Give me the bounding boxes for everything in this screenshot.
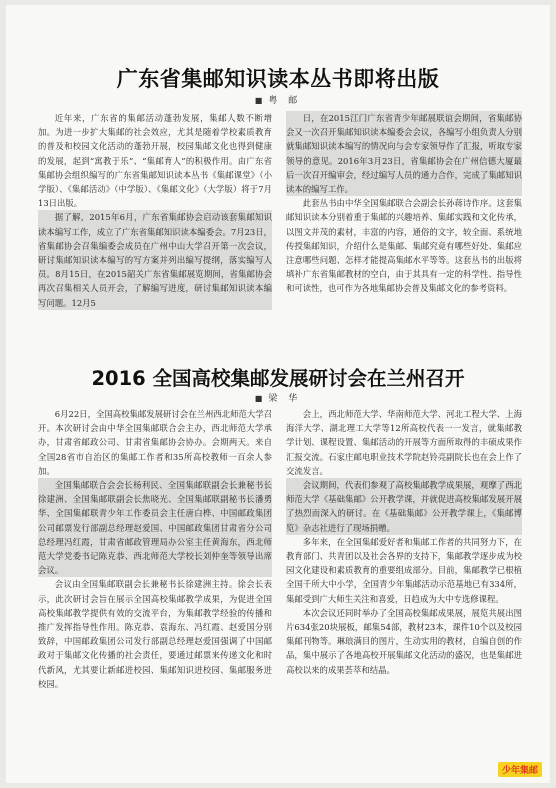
article-author-1 [6,93,550,106]
paragraph-shaded: 据了解，2015年6月，广东省集邮协会启动该套集邮知识读本编写工作，成立了广东省集邮知识读本编委会。7月23日，省集邮协会召集编委会成员在广州中山大学召开第一次会议，研讨集邮知识读本编写的写方案并列出编写提纲，落实编写人员。8月15日，在2015韶关广东省集邮展览期间，省集邮协会再次召集相关人员开会，了解编写进度，研讨集邮知识读本编写问题。12月5 [38,210,272,309]
author-name-1: 粤 邮 [268,96,302,106]
square-bullet-icon: ■ [254,96,263,105]
article-author-2 [6,391,550,404]
article-title-1: 广东省集邮知识读本丛书即将出版 [116,67,440,91]
article1-right-column [286,111,522,341]
paragraph: 会上，西北师范大学、华南师范大学、河北工程大学、上海海洋大学、湖北理工大学等12所高校代表一一发言，就集邮教学计划、课程设置、集邮活动的开展等方面所取得的丰硕成果作汇报交流。石家庄邮电职业技术学院赵铃亮副院长也在会上作了交流发言。 [286,409,522,476]
article2-left-column [38,407,272,767]
article1-left-column [38,111,272,341]
author-name-2: 梁 华 [268,394,302,404]
paragraph-shaded: 全国集邮联合会会长杨利民、全国集邮联副会长兼秘书长徐建洲、全国集邮联副会长焦晓光、全国集邮联副秘书长潘勇华、全国集邮联青少年工作委员会主任唐白桦、中国邮政集团公司邮票发行部副总经理赵爱国、中国邮政集团甘肃省分公司总经理冯红霞，甘肃省邮政管理局办公室主任黄海东，西北师范大学党委书记陈克恭、西北师范大学校长刘仲奎等领导出席会议。 [38,478,272,577]
magazine-section-label: 少年集邮 [498,762,542,777]
square-bullet-icon: ■ [254,394,263,403]
paragraph: 近年来，广东省的集邮活动蓬勃发展，集邮人数不断增加。为进一步扩大集邮的社会效应，尤其是随着学校素质教育的普及和校园文化活动的蓬勃开展，校园集邮文化也得到健康的发展，起到“寓教于乐”、“集邮育人”的积极作用。由广东省集邮协会组织编写的广东省集邮知识读本丛书《集邮课堂》（小学版）、《集邮活动》（中学版）、《集邮文化》（大学版）将于7月13日出版。 [38,113,272,209]
article2-right-column [286,407,522,767]
magazine-page [6,5,550,783]
paragraph: 多年来，在全国集邮爱好者和集邮工作者的共同努力下，在教育部门、共青团以及社会各界的支持下，集邮教学逐步成为校园文化建设和素质教育的重要组成部分。目前，集邮教学已根植全国千所大中小学，全国青少年集邮活动示范基地已有334所，集邮受到广大师生关注和喜爱，日趋成为大中专选修课程。 [286,536,522,604]
paragraph-shaded: 日，在2015江门广东省青少年邮展联谊会期间，省集邮协会又一次召开集邮知识读本编委会会议，各编写小组负责人分别就集邮知识读本编写的情况向与会专家领导作了汇报，听取专家领导的意见。2016年3月23日，省集邮协会在广州信德大厦最后一次召开编审会，经过编写人员的通力合作，完成了集邮知识读本的编写工作。 [286,111,522,196]
paragraph: 本次会议还同时举办了全国高校集邮成果展，展览共展出图片634张20块展板，邮集54部，教材23本，课件10个以及校园集邮刊物等。琳琅满目的图片，生动实用的教材，自编自创的作品，集中展示了各地高校开展集邮文化活动的盛况，也是集邮进高校以来的成果荟萃和结晶。 [286,607,522,675]
paragraph: 会议由全国集邮联副会长兼秘书长徐建洲主持。徐会长表示，此次研讨会旨在展示全国高校集邮教学成果，为促进全国高校集邮教学提供有效的交流平台，为集邮教学经验的传播和推广发挥指导性作用。陈克恭、袁海东、冯红霞、赵爱国分别致辞，中国邮政集团公司发行部副总经理赵爱国强调了中国邮政对于集邮文化传播的社会责任，要通过邮票来传递文化和时代新风，尤其要让新邮进校园、集邮知识进校园、集邮服务进校园。 [38,579,272,689]
paragraph-shaded: 会议期间，代表们参观了高校集邮教学成果展，观摩了西北师范大学《基础集邮》公开教学课，并就促进高校集邮发展开展了热烈而深入的研讨。在《基础集邮》公开教学课上，《集邮博览》杂志社进行了现场捐赠。 [286,478,522,535]
paragraph: 6月22日，全国高校集邮发展研讨会在兰州西北师范大学召开。本次研讨会由中华全国集邮联合会主办，西北师范大学承办，甘肃省邮政公司、甘肃省集邮协会协办。会期两天。来自全国28省市自治区的集邮工作者和35所高校教师一百余人参加。 [38,409,272,476]
paragraph: 此套丛书由中华全国集邮联合会副会长孙蒋诗作序。这套集邮知识读本分别着重于集邮的兴趣培养、集邮实践和文化传承，以图文并茂的素材，丰富的内容，通俗的文字，较全面、系统地传授集邮知识，介绍什么是集邮、集邮究竟有哪些好处、集邮应注意哪些问题、怎样才能提高集邮水平等等。这套丛书的出版将填补广东省集邮教材的空白，由于其具有一定的科学性、指导性和可读性，也可作为各地集邮协会普及集邮文化的参考资料。 [286,198,522,294]
article-title-2: 2016 全国高校集邮发展研讨会在兰州召开 [91,367,465,390]
